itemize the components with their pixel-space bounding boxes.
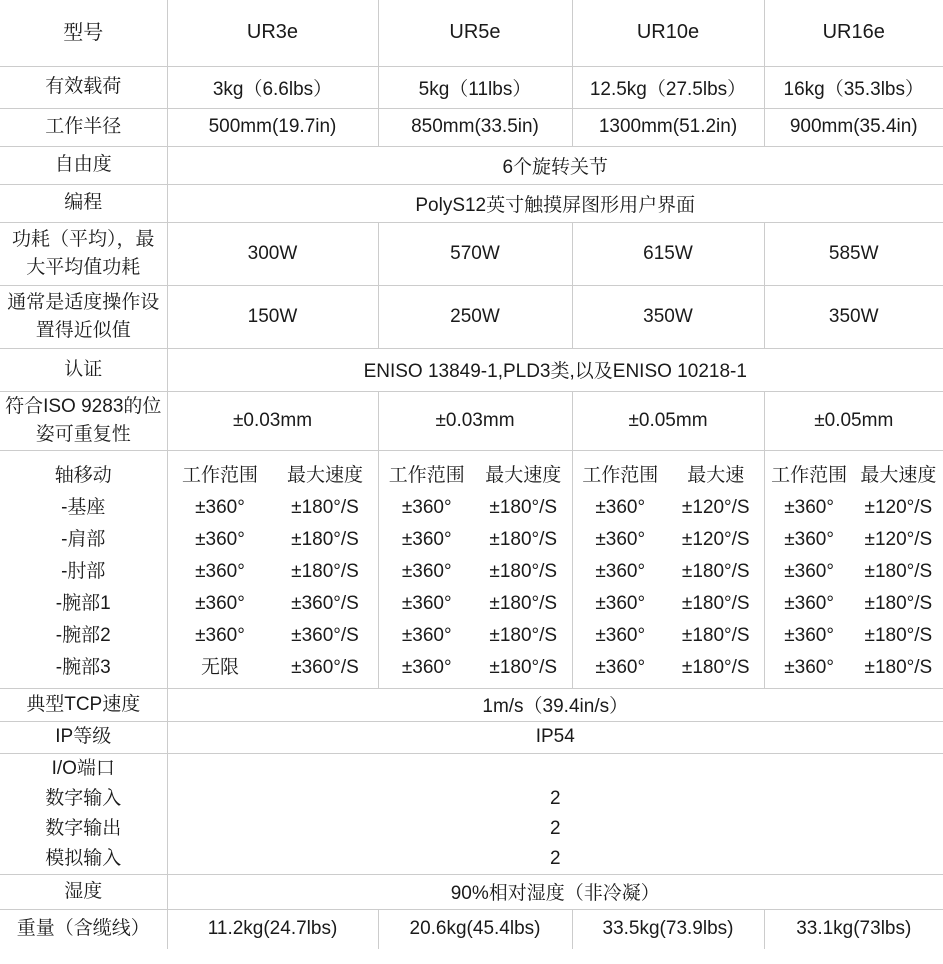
- power-max-ur16e: 585W: [764, 222, 943, 285]
- power-typical-ur10e: 350W: [572, 285, 764, 348]
- axis-value-row: [168, 556, 378, 588]
- axis-speed-value: ±180°/S: [489, 528, 558, 550]
- row-io-ports: [0, 753, 943, 874]
- tcp-speed-value: 1m/s（39.4in/s）: [167, 688, 943, 721]
- axis-column-header: [379, 460, 572, 492]
- reach-ur3e: 500mm(19.7in): [167, 108, 378, 146]
- weight-ur16e: 33.1kg(73lbs): [796, 918, 912, 940]
- row-payload: [0, 66, 943, 108]
- axis-column-ur16e: [764, 450, 943, 688]
- ip-rating-row-label: IP等级: [0, 721, 167, 753]
- axis-speed-value: ±120°/S: [681, 528, 750, 550]
- axis-section-label: 轴移动: [54, 464, 112, 486]
- row-axis-movement: [0, 450, 943, 688]
- axis-value-row: [379, 620, 572, 652]
- axis-range-value: ±360°: [595, 560, 646, 582]
- axis-range-value: ±360°: [195, 528, 245, 550]
- axis-value-row: [573, 652, 764, 684]
- model-row-label: 型号: [0, 0, 167, 66]
- weight-row-label: 重量（含缆线）: [0, 909, 167, 949]
- axis-range-value: ±360°: [195, 624, 245, 646]
- reach-row-label: 工作半径: [0, 108, 167, 146]
- axis-value-row: [379, 492, 572, 524]
- io-analog-in-label: 模拟输入: [45, 847, 122, 869]
- axis-range-value: ±360°: [195, 496, 245, 518]
- axis-range-value: ±360°: [595, 624, 646, 646]
- power-typical-ur5e: 250W: [378, 285, 572, 348]
- weight-ur10e: 33.5kg(73.9lbs): [572, 909, 764, 949]
- axis-speed-value: ±180°/S: [864, 656, 933, 678]
- axis-range-value: ±360°: [401, 528, 452, 550]
- axis-joint-elbow: -肘部: [61, 560, 106, 582]
- io-value-cell: [167, 753, 943, 874]
- certification-row-label: 认证: [0, 348, 167, 391]
- row-model: [0, 0, 943, 66]
- axis-speed-value: ±360°/S: [291, 656, 359, 678]
- axis-speed-header: 最大速度: [286, 464, 363, 486]
- power-max-row-label: 功耗（平均），最大平均值功耗: [0, 222, 167, 285]
- io-analog-in-value: 2: [549, 847, 561, 869]
- row-tcp-speed: [0, 688, 943, 721]
- repeatability-ur10e: ±0.05mm: [572, 391, 764, 450]
- power-max-ur3e: 300W: [167, 222, 378, 285]
- axis-column-header: [573, 460, 764, 492]
- axis-speed-value: ±180°/S: [489, 496, 558, 518]
- axis-joint-wrist1: -腕部1: [55, 592, 111, 614]
- tcp-speed-row-label: 典型TCP速度: [0, 688, 167, 721]
- axis-column-header: [765, 460, 943, 492]
- axis-value-row: [168, 524, 378, 556]
- axis-range-value: ±360°: [401, 496, 452, 518]
- payload-row-label: 有效载荷: [0, 66, 167, 108]
- axis-range-value: ±360°: [401, 592, 452, 614]
- axis-range-value: ±360°: [195, 560, 245, 582]
- power-max-ur5e: 570W: [378, 222, 572, 285]
- axis-speed-value: ±180°/S: [489, 656, 558, 678]
- axis-range-value: ±360°: [595, 592, 646, 614]
- row-repeatability: [0, 391, 943, 450]
- axis-value-row: [765, 556, 943, 588]
- axis-range-value: ±360°: [784, 592, 834, 614]
- axis-speed-value: ±120°/S: [864, 496, 933, 518]
- model-name-ur5e: UR5e: [378, 0, 572, 66]
- axis-joint-base: -基座: [61, 496, 106, 518]
- dof-row-label: 自由度: [0, 146, 167, 184]
- axis-speed-value: ±180°/S: [864, 624, 933, 646]
- axis-range-header: 工作范围: [388, 464, 465, 486]
- payload-ur10e: 12.5kg（27.5lbs）: [572, 66, 764, 108]
- axis-range-value: ±360°: [595, 656, 646, 678]
- reach-ur5e: 850mm(33.5in): [378, 108, 572, 146]
- axis-speed-value: ±180°/S: [291, 496, 359, 518]
- io-label-cell: [0, 753, 167, 874]
- axis-speed-value: ±360°/S: [291, 592, 359, 614]
- io-blank-line: [168, 754, 943, 784]
- model-name-ur16e: UR16e: [764, 0, 943, 66]
- io-section-label: I/O端口: [51, 757, 115, 779]
- row-programming: [0, 184, 943, 222]
- io-digital-in-value: 2: [549, 787, 561, 809]
- repeatability-ur5e: ±0.03mm: [378, 391, 572, 450]
- axis-joint-wrist2: -腕部2: [55, 624, 111, 646]
- axis-speed-value: ±180°/S: [864, 560, 933, 582]
- io-digital-out-label: 数字输出: [45, 817, 122, 839]
- axis-value-row: [765, 620, 943, 652]
- repeatability-ur3e: ±0.03mm: [167, 391, 378, 450]
- axis-range-value: ±360°: [195, 592, 245, 614]
- axis-speed-value: ±180°/S: [489, 560, 558, 582]
- row-reach: [0, 108, 943, 146]
- axis-speed-value: ±180°/S: [291, 528, 359, 550]
- axis-speed-value: ±180°/S: [489, 592, 558, 614]
- axis-range-value: ±360°: [401, 560, 452, 582]
- io-digital-out-value: 2: [549, 817, 561, 839]
- axis-label-cell: [0, 450, 167, 688]
- axis-speed-value: ±120°/S: [681, 496, 750, 518]
- axis-value-row: [573, 588, 764, 620]
- programming-row-label: 编程: [0, 184, 167, 222]
- axis-speed-value: ±180°/S: [681, 656, 750, 678]
- weight-ur5e: 20.6kg(45.4lbs): [378, 909, 572, 949]
- payload-ur16e: 16kg（35.3lbs）: [764, 66, 943, 108]
- repeatability-ur16e: ±0.05mm: [764, 391, 943, 450]
- reach-ur16e: 900mm(35.4in): [764, 108, 943, 146]
- axis-range-value: ±360°: [401, 656, 452, 678]
- axis-value-row: [168, 620, 378, 652]
- axis-range-value: ±360°: [784, 496, 834, 518]
- payload-ur5e: 5kg（11lbs）: [378, 66, 572, 108]
- axis-range-header: 工作范围: [181, 464, 258, 486]
- payload-ur3e: 3kg（6.6lbs）: [167, 66, 378, 108]
- row-certification: [0, 348, 943, 391]
- row-degrees-of-freedom: [0, 146, 943, 184]
- repeatability-row-label: 符合ISO 9283的位姿可重复性: [0, 391, 167, 450]
- axis-range-value: 无限: [200, 656, 239, 678]
- axis-value-row: [765, 524, 943, 556]
- axis-range-header: 工作范围: [582, 464, 659, 486]
- axis-range-value: ±360°: [595, 528, 646, 550]
- axis-column-header: [168, 460, 378, 492]
- axis-speed-value: ±180°/S: [489, 624, 558, 646]
- humidity-row-label: 湿度: [0, 874, 167, 909]
- axis-range-value: ±360°: [784, 656, 834, 678]
- power-typical-ur16e: 350W: [764, 285, 943, 348]
- axis-value-row: [573, 620, 764, 652]
- axis-column-ur10e: [572, 450, 764, 688]
- axis-speed-value: ±360°/S: [291, 624, 359, 646]
- axis-column-ur3e: [167, 450, 378, 688]
- power-typical-ur3e: 150W: [167, 285, 378, 348]
- axis-speed-header: 最大速度: [860, 464, 937, 486]
- row-humidity: [0, 874, 943, 909]
- axis-value-row: [573, 492, 764, 524]
- axis-range-header: 工作范围: [771, 464, 848, 486]
- reach-ur10e: 1300mm(51.2in): [572, 108, 764, 146]
- axis-value-row: [379, 588, 572, 620]
- humidity-value: 90%相对湿度（非冷凝）: [167, 874, 943, 909]
- axis-value-row: [379, 652, 572, 684]
- axis-speed-value: ±180°/S: [681, 624, 750, 646]
- axis-value-row: [573, 524, 764, 556]
- power-typical-row-label: 通常是适度操作设置得近似值: [0, 285, 167, 348]
- programming-value: PolyS12英寸触摸屏图形用户界面: [167, 184, 943, 222]
- ip-rating-value: IP54: [167, 721, 943, 753]
- axis-speed-value: ±120°/S: [864, 528, 933, 550]
- row-weight: [0, 909, 943, 949]
- axis-speed-value: ±180°/S: [291, 560, 359, 582]
- axis-speed-header: 最大速度: [485, 464, 562, 486]
- axis-speed-value: ±180°/S: [681, 592, 750, 614]
- axis-value-row: [573, 556, 764, 588]
- axis-column-ur5e: [378, 450, 572, 688]
- axis-value-row: [168, 652, 378, 684]
- power-max-ur10e: 615W: [572, 222, 764, 285]
- axis-speed-value: ±180°/S: [681, 560, 750, 582]
- row-power-max: [0, 222, 943, 285]
- axis-value-row: [765, 652, 943, 684]
- row-ip-rating: [0, 721, 943, 753]
- model-name-ur10e: UR10e: [572, 0, 764, 66]
- axis-value-row: [379, 556, 572, 588]
- axis-value-row: [168, 492, 378, 524]
- dof-value: 6个旋转关节: [167, 146, 943, 184]
- axis-range-value: ±360°: [595, 496, 646, 518]
- axis-joint-wrist3: -腕部3: [55, 656, 111, 678]
- axis-value-row: [765, 588, 943, 620]
- axis-value-row: [765, 492, 943, 524]
- axis-value-row: [379, 524, 572, 556]
- axis-range-value: ±360°: [784, 624, 834, 646]
- axis-range-value: ±360°: [784, 560, 834, 582]
- axis-joint-shoulder: -肩部: [61, 528, 106, 550]
- axis-speed-header: 最大速: [687, 464, 745, 486]
- axis-range-value: ±360°: [784, 528, 834, 550]
- certification-value: ENISO 13849-1,PLD3类,以及ENISO 10218-1: [167, 348, 943, 391]
- model-name-ur3e: UR3e: [167, 0, 378, 66]
- weight-ur3e: 11.2kg(24.7lbs): [167, 909, 378, 949]
- axis-value-row: [168, 588, 378, 620]
- axis-speed-value: ±180°/S: [864, 592, 933, 614]
- row-power-typical: [0, 285, 943, 348]
- axis-range-value: ±360°: [401, 624, 452, 646]
- io-digital-in-label: 数字输入: [45, 787, 122, 809]
